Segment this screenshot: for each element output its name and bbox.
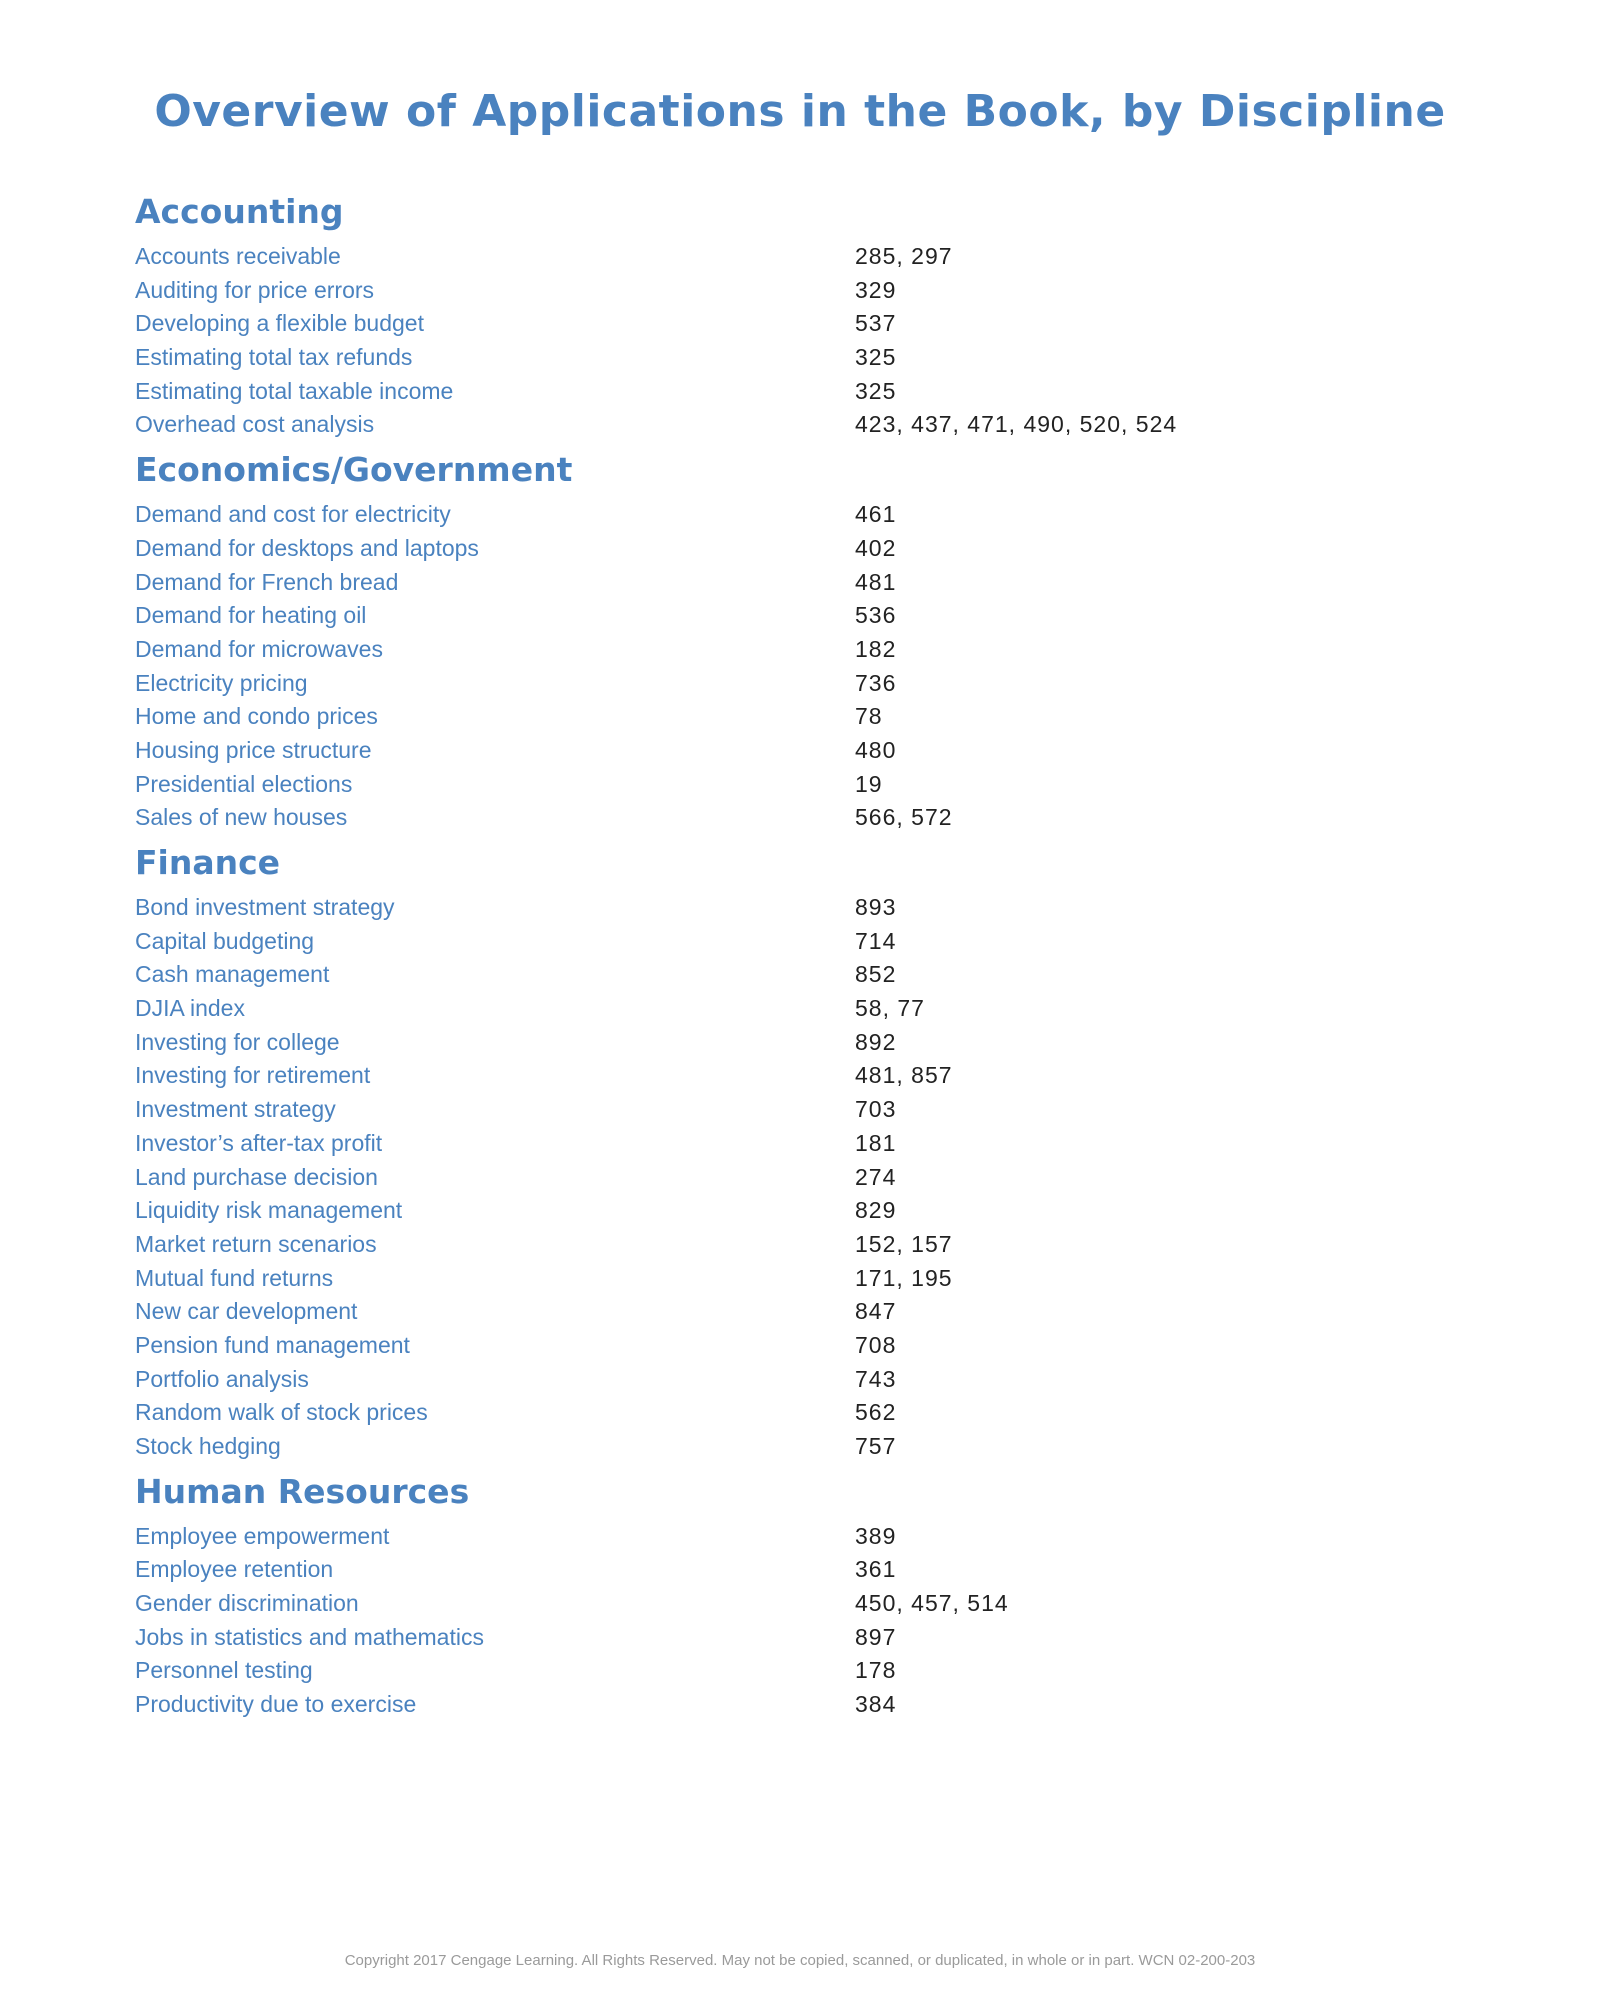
list-item [135,992,1435,1026]
list-item [135,801,1435,835]
page-references: 893 [855,894,897,920]
list-item [135,891,1435,925]
application-topic: Capital budgeting [135,927,315,954]
application-topic: Bond investment strategy [135,894,395,920]
page-references: 536 [855,602,897,629]
list-item [135,1262,1435,1296]
list-item [135,768,1435,802]
list-item [135,1396,1435,1430]
application-topic: Jobs in statistics and mathematics [135,1623,484,1650]
applications-list [135,188,1435,1722]
page-references: 361 [855,1556,897,1583]
application-topic: Estimating total tax refunds [135,344,413,371]
page-references: 181 [855,1129,897,1156]
application-topic: Estimating total taxable income [135,377,454,404]
page-references: 480 [855,736,897,763]
application-topic: Stock hedging [135,1433,281,1459]
section-rows [135,498,1435,835]
list-item [135,566,1435,600]
list-item [135,700,1435,734]
page-references: 450, 457, 514 [855,1590,1009,1617]
page-references: 389 [855,1522,897,1549]
section-heading: Human Resources [135,1471,470,1511]
section-heading: Economics/Government [135,450,573,490]
section-heading: Finance [135,843,281,882]
page-references: 708 [855,1331,897,1358]
list-item [135,1587,1435,1621]
application-topic: Market return scenarios [135,1230,377,1257]
application-topic: Pension fund management [135,1331,410,1358]
application-topic: Investing for college [135,1028,340,1055]
list-item [135,1654,1435,1688]
section-human-resources [135,1468,1435,1722]
list-item [135,1161,1435,1195]
page-references: 743 [855,1365,897,1392]
application-topic: Personnel testing [135,1657,313,1684]
application-topic: Presidential elections [135,770,353,797]
page-references: 423, 437, 471, 490, 520, 524 [855,411,1178,438]
section-rows [135,891,1435,1464]
application-topic: Demand for heating oil [135,602,367,629]
page-references: 461 [855,501,897,528]
section-accounting [135,188,1435,442]
page-references: 285, 297 [855,243,953,269]
page-references: 847 [855,1298,897,1325]
list-item [135,667,1435,701]
page-references: 182 [855,635,897,662]
application-topic: Electricity pricing [135,669,308,696]
list-item [135,1059,1435,1093]
list-item [135,1553,1435,1587]
list-item [135,1093,1435,1127]
list-item [135,1228,1435,1262]
list-item [135,1621,1435,1655]
page-references: 325 [855,344,897,371]
list-item [135,1430,1435,1464]
list-item [135,341,1435,375]
list-item [135,633,1435,667]
application-topic: Investor’s after-tax profit [135,1129,383,1156]
page-references: 852 [855,961,897,988]
page-references: 19 [855,770,883,797]
list-item [135,274,1435,308]
page-references: 714 [855,927,897,954]
page-references: 325 [855,377,897,404]
page-references: 152, 157 [855,1230,953,1257]
list-item [135,1520,1435,1554]
application-topic: Productivity due to exercise [135,1691,417,1718]
page-references: 171, 195 [855,1264,953,1291]
page-references: 897 [855,1623,897,1650]
list-item [135,1127,1435,1161]
page-title: Overview of Applications in the Book, by Discipline [154,86,1446,137]
copyright-footer: Copyright 2017 Cengage Learning. All Rights Reserved. May not be copied, scanned, or duplicated, in whole or in part. WCN 02-200-203 [344,1952,1256,1969]
application-topic: Accounts receivable [135,243,341,269]
section-rows [135,1520,1435,1722]
application-topic: New car development [135,1298,358,1325]
list-item [135,1194,1435,1228]
page-references: 58, 77 [855,995,925,1022]
application-topic: Investment strategy [135,1096,336,1123]
application-topic: Sales of new houses [135,804,348,831]
application-topic: DJIA index [135,995,245,1022]
application-topic: Auditing for price errors [135,276,375,303]
page-references: 829 [855,1197,897,1224]
list-item [135,408,1435,442]
page-references: 537 [855,310,897,337]
application-topic: Investing for retirement [135,1062,371,1089]
page-references: 402 [855,534,897,561]
page-references: 566, 572 [855,804,953,831]
list-item [135,1295,1435,1329]
application-topic: Random walk of stock prices [135,1399,428,1426]
application-topic: Demand for French bread [135,568,399,595]
page-references: 562 [855,1399,897,1426]
page-references: 78 [855,703,883,730]
page-references: 384 [855,1691,897,1718]
list-item [135,1688,1435,1722]
page-references: 703 [855,1096,897,1123]
page-references: 178 [855,1657,897,1684]
list-item [135,1329,1435,1363]
application-topic: Employee empowerment [135,1522,390,1549]
application-topic: Developing a flexible budget [135,310,424,337]
list-item [135,307,1435,341]
application-topic: Overhead cost analysis [135,411,375,438]
application-topic: Demand and cost for electricity [135,501,451,528]
section-heading: Accounting [135,192,344,231]
application-topic: Housing price structure [135,736,372,763]
application-topic: Cash management [135,961,330,988]
application-topic: Land purchase decision [135,1163,378,1190]
page-references: 892 [855,1028,897,1055]
page-references: 736 [855,669,897,696]
list-item [135,1026,1435,1060]
application-topic: Home and condo prices [135,703,378,730]
list-item [135,958,1435,992]
application-topic: Portfolio analysis [135,1365,309,1392]
section-finance [135,839,1435,1464]
application-topic: Demand for microwaves [135,635,383,662]
application-topic: Mutual fund returns [135,1264,334,1291]
page-references: 757 [855,1433,897,1459]
list-item [135,498,1435,532]
list-item [135,532,1435,566]
section-economics-government [135,446,1435,835]
application-topic: Gender discrimination [135,1590,359,1617]
page-references: 481 [855,568,897,595]
list-item [135,734,1435,768]
list-item [135,925,1435,959]
application-topic: Liquidity risk management [135,1197,403,1224]
application-topic: Employee retention [135,1556,334,1583]
page-references: 481, 857 [855,1062,953,1089]
application-topic: Demand for desktops and laptops [135,534,479,561]
list-item [135,240,1435,274]
page-references: 329 [855,276,897,303]
list-item [135,375,1435,409]
section-rows [135,240,1435,442]
list-item [135,599,1435,633]
list-item [135,1363,1435,1397]
page-references: 274 [855,1163,897,1190]
